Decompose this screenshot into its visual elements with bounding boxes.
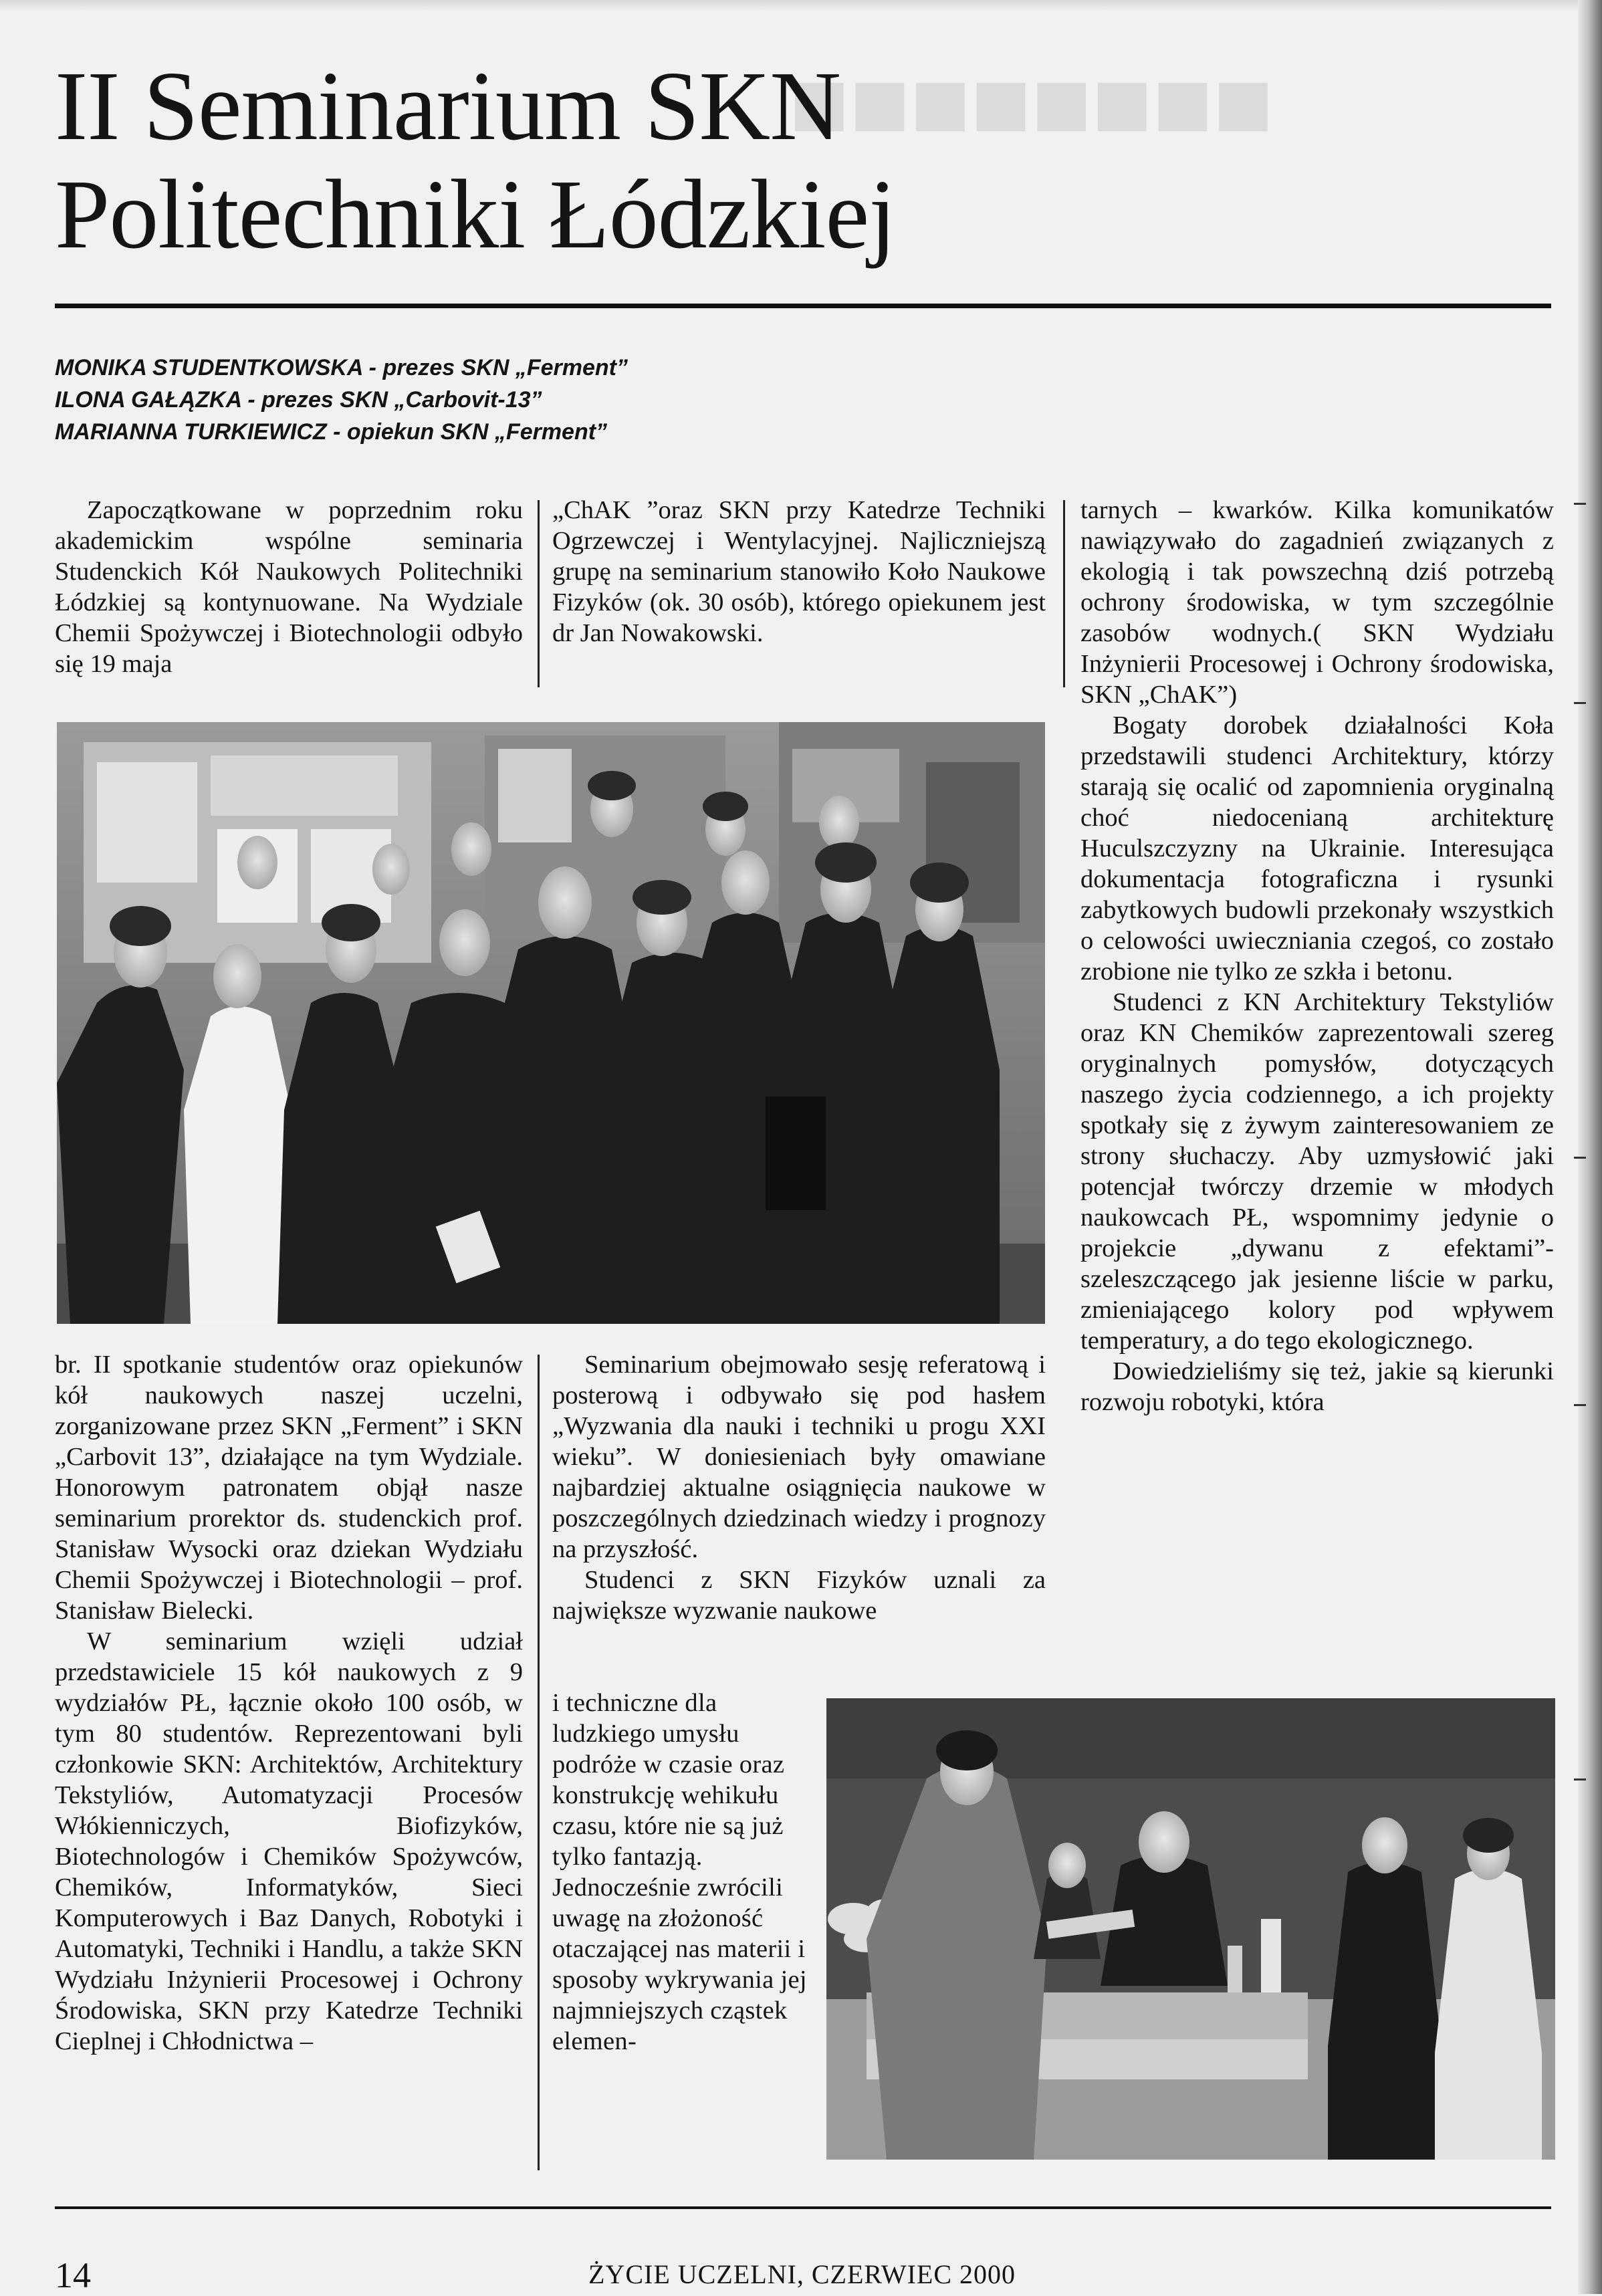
award-photo xyxy=(826,1698,1555,2160)
column-1-top xyxy=(55,495,523,679)
title-rule xyxy=(55,304,1551,308)
page-top-shade xyxy=(0,0,1602,12)
column-2-top xyxy=(552,495,1046,649)
show-through-heading: ■■■■■■■■ xyxy=(789,48,1274,159)
paragraph: Dowiedzieliśmy się też, jakie są kierunki rozwoju robotyki, która xyxy=(1080,1357,1554,1416)
title-line-2: Politechniki Łódzkiej xyxy=(55,160,896,269)
column-1-bottom xyxy=(55,1349,523,2057)
footer-rule xyxy=(55,2206,1551,2209)
edge-mark xyxy=(1574,1157,1586,1159)
column-3 xyxy=(1080,495,1554,1417)
paragraph: Seminarium obejmowało sesję referatową i posterową i odbywało się pod hasłem „Wyzwania dla nauki i techniki u progu XXI wieku”. W doniesieniach były omawiane najbardziej aktualne osiągnięcia naukowe w poszczególnych dziedzinach wiedzy i prognozy na przyszłość. xyxy=(552,1351,1046,1563)
paragraph: „ChAK ”oraz SKN przy Katedrze Techniki Ogrzewczej i Wentylacyjnej. Najliczniejszą grupę na seminarium stanowiło Koło Naukowe Fizyków (ok. 30 osób), którego opiekunem jest dr Jan Nowakowski. xyxy=(552,496,1046,647)
award-photo-image xyxy=(826,1698,1555,2160)
column-separator xyxy=(1063,500,1065,687)
author-line: MONIKA STUDENTKOWSKA - prezes SKN „Ferment” xyxy=(55,355,628,380)
paragraph: Studenci z KN Architektury Tekstyliów oraz KN Chemików zaprezentowali szereg oryginalnych pomysłów, dotyczących naszego życia codziennego, a ich projekty spotkały się z żywym zainteresowaniem ze strony słuchaczy. Aby uzmysłowić jaki potencjał twórczy drzemie w młodych naukowcach PŁ, wspomnimy jedynie o projekcie „dywanu z efektami”- szeleszczącego jak jesienne liście w parku, zmieniającego kolory pod wpływem temperatury, a do tego ekologicznego. xyxy=(1080,988,1554,1355)
paragraph: Bogaty dorobek działalności Koła przedstawili studenci Architektury, którzy starają się ocalić od zapomnienia oryginalną choć niedocenianą architekturę Huculszczyzny na Ukrainie. Interesująca dokumentacja fotograficzna i rysunki zabytkowych budowli przekonały wszystkich o celowości uwieczniania czegoś, co zostało zrobione nie tylko ze szkła i betonu. xyxy=(1080,711,1554,986)
edge-mark xyxy=(1574,702,1586,704)
paragraph: br. II spotkanie studentów oraz opiekunów kół naukowych naszej uczelni, zorganizowane przez SKN „Ferment” i SKN „Carbovit 13”, działające na tym Wydziale. Honorowym patronatem objął nasze seminarium prorektor ds. studenckich prof. Stanisław Wysocki oraz dziekan Wydziału Chemii Spożywczej i Biotechnologii – prof. Stanisław Bielecki. xyxy=(55,1351,523,1625)
column-2-bottom xyxy=(552,1349,1046,1626)
author-list xyxy=(55,352,628,448)
paragraph: Zapoczątkowane w poprzednim roku akademickim wspólne seminaria Studenckich Kół Naukowych Politechniki Łódzkiej są kontynuowane. Na Wydziale Chemii Spożywczej i Biotechnologii odbyło się 19 maja xyxy=(55,496,523,678)
paragraph: W seminarium wzięli udział przedstawiciele 15 kół naukowych z 9 wydziałów PŁ, łącznie około 100 osób, w tym 80 studentów. Reprezentowani byli członkowie SKN: Architektów, Architektury Tekstyliów, Automatyzacji Procesów Włókienniczych, Biofizyków, Biotechnologów i Chemików Spożywców, Chemików, Informatyków, Sieci Komputerowych i Baz Danych, Robotyki i Automatyki, Techniki i Handlu, a także SKN Wydziału Inżynierii Procesowej i Ochrony Środowiska, SKN przy Katedrze Techniki Cieplnej i Chłodnictwa – xyxy=(55,1627,523,2055)
group-photo-image xyxy=(57,722,1045,1324)
paragraph: i techniczne dla ludzkiego umysłu podróże w czasie oraz konstrukcję wehikułu czasu, które nie są już tylko fantazją. Jednocześnie zwrócili uwagę na złożoność otaczającej nas materii i sposoby wykrywania jej najmniejszych cząstek elemen- xyxy=(552,1689,807,2055)
column-separator xyxy=(538,500,540,687)
edge-mark xyxy=(1574,1404,1586,1406)
page-number: 14 xyxy=(55,2255,91,2295)
title-line-1: II Seminarium SKN xyxy=(55,51,841,161)
paragraph: Studenci z SKN Fizyków uznali za największe wyzwanie naukowe xyxy=(552,1566,1046,1625)
group-photo xyxy=(57,722,1045,1324)
paragraph: tarnych – kwarków. Kilka komunikatów nawiązywało do zagadnień związanych z ekologią i tak powszechną dziś potrzebą ochrony środowiska, w tym szczególnie zasobów wodnych.( SKN Wydziału Inżynierii Procesowej i Ochrony środowiska, SKN „ChAK”) xyxy=(1080,496,1554,709)
edge-mark xyxy=(1574,503,1586,505)
column-2-wrap xyxy=(552,1688,826,2057)
column-separator xyxy=(538,1355,540,2170)
edge-mark xyxy=(1574,1778,1586,1781)
article-title xyxy=(55,52,895,269)
author-line: ILONA GAŁĄZKA - prezes SKN „Carbovit-13” xyxy=(55,387,542,413)
running-footer: ŻYCIE UCZELNI, CZERWIEC 2000 xyxy=(588,2259,1016,2289)
page-edge-shadow xyxy=(1578,0,1602,2294)
author-line: MARIANNA TURKIEWICZ - opiekun SKN „Ferment” xyxy=(55,419,608,445)
